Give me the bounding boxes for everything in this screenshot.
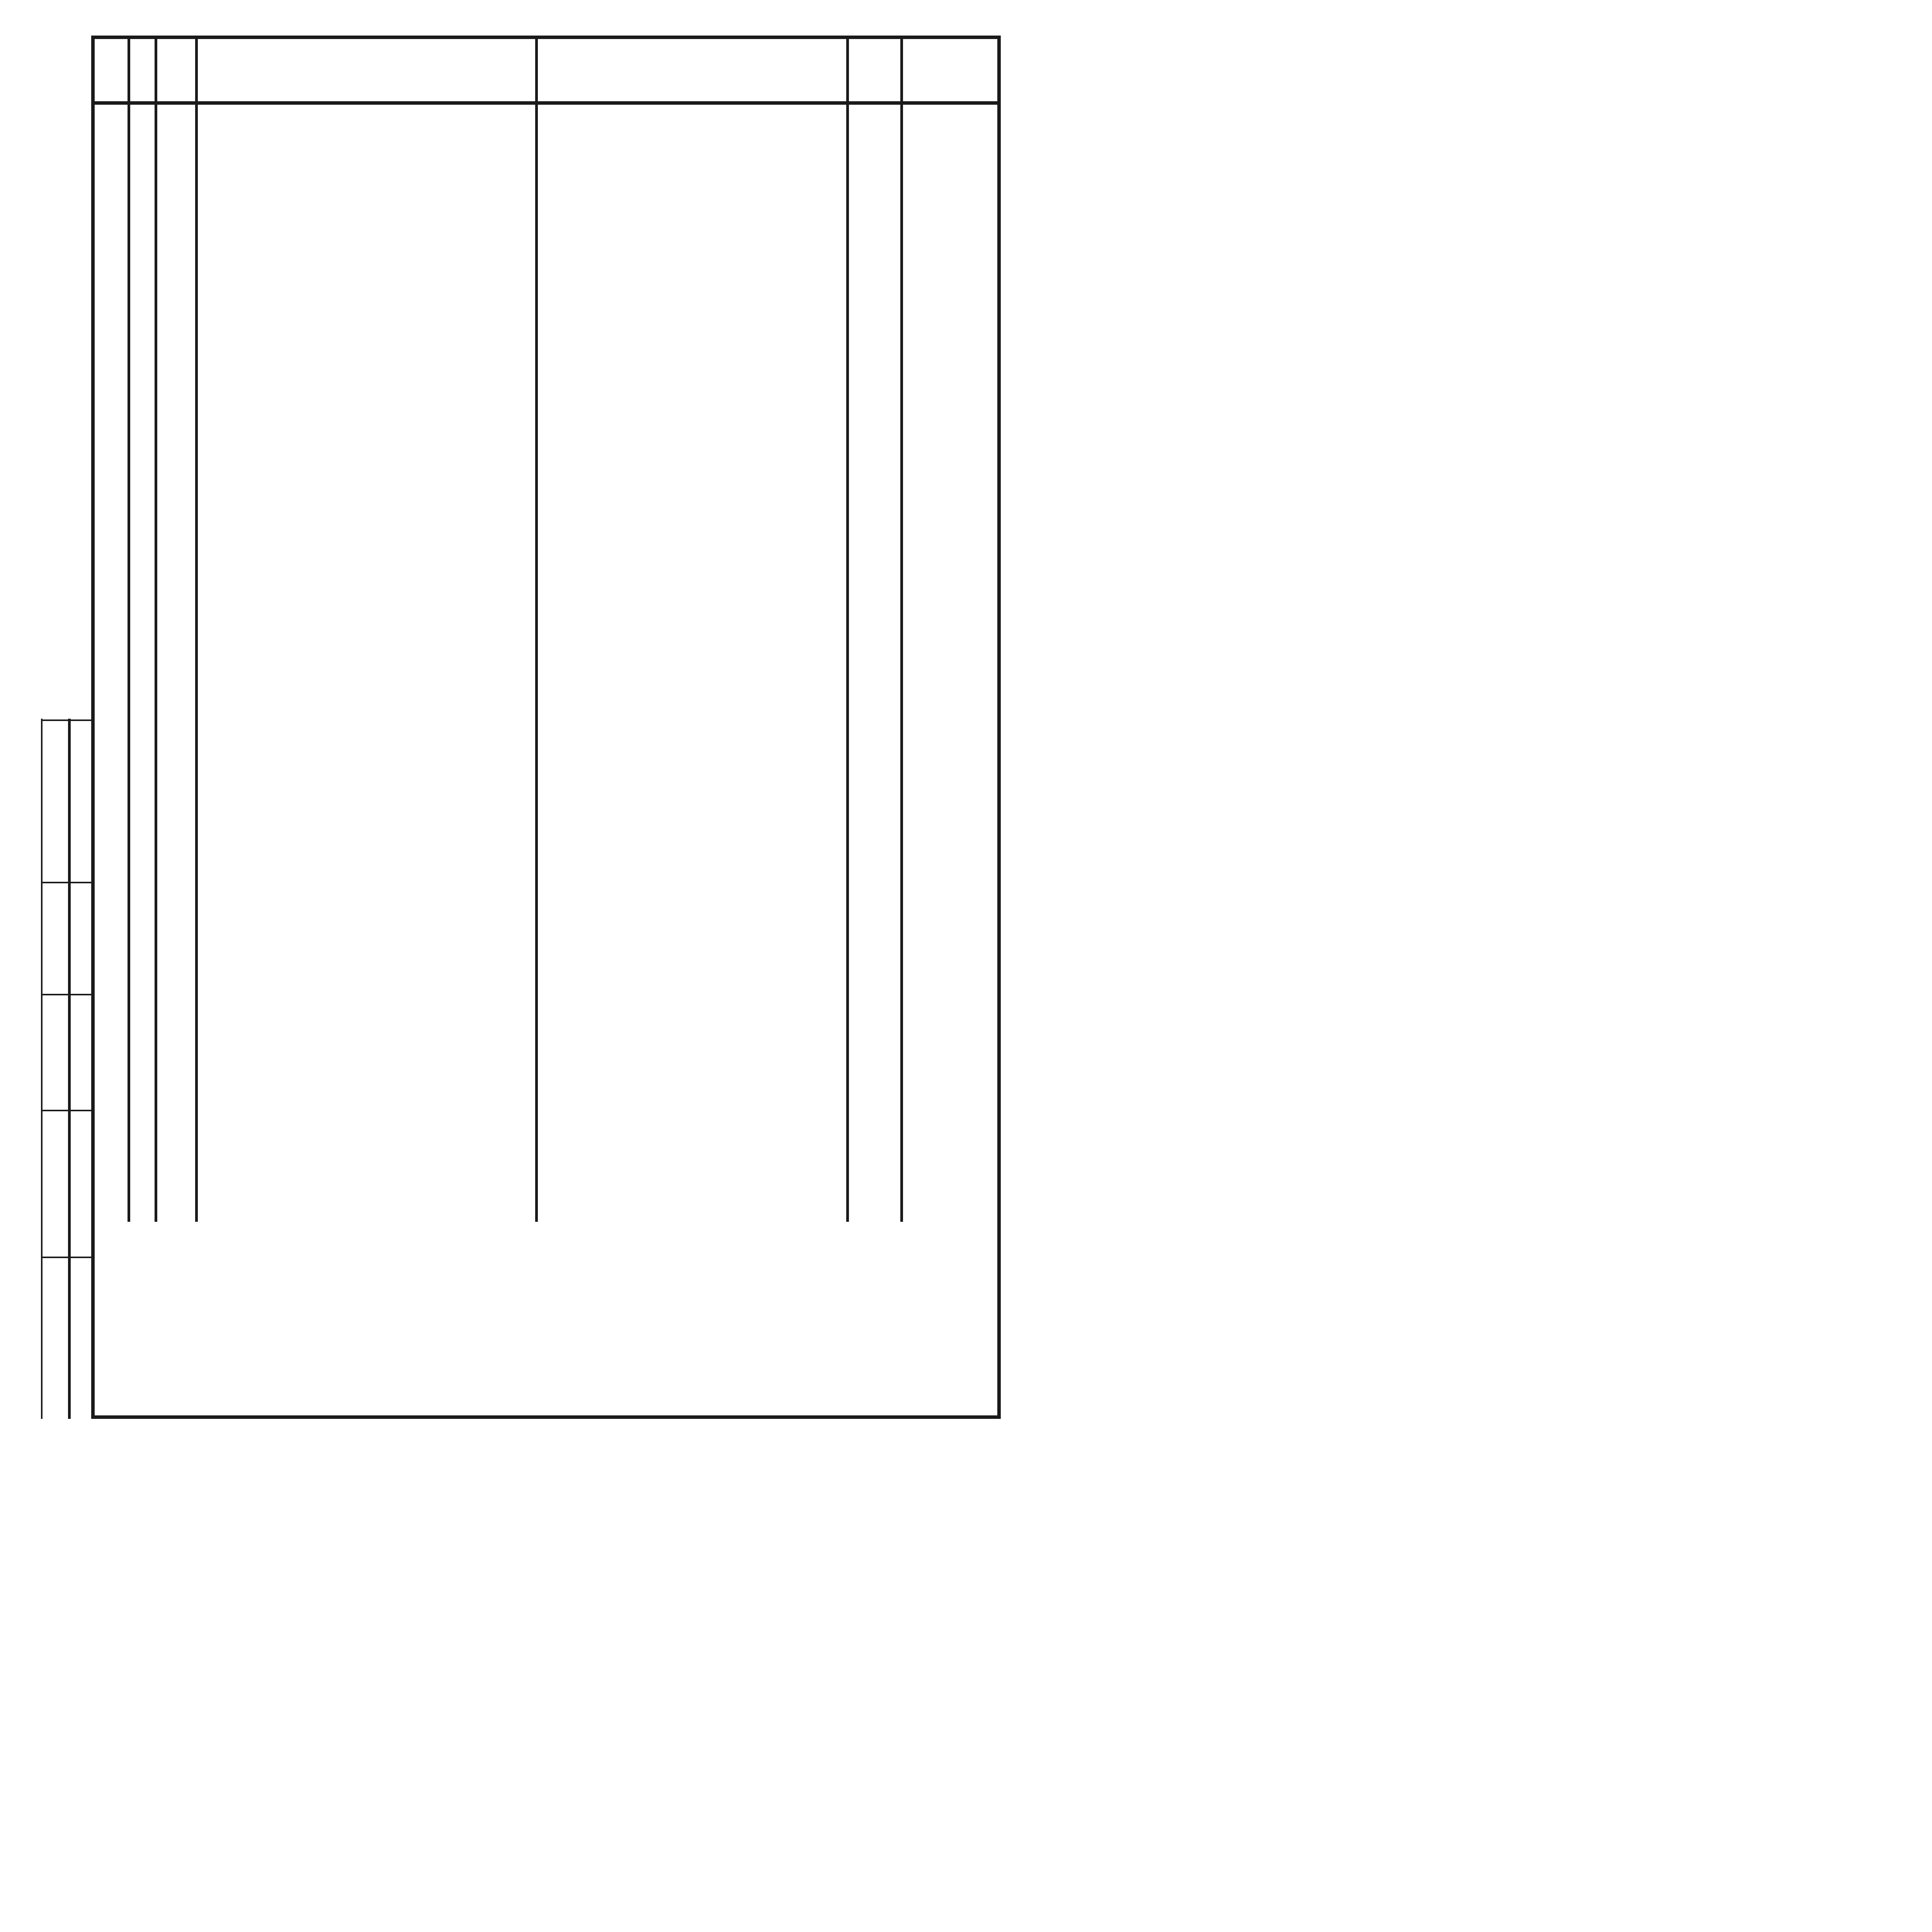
side-strip-divider <box>68 719 71 1419</box>
sheet-2-311m43-list-3 <box>1024 0 1932 1443</box>
side-strip-edge <box>41 719 43 1419</box>
sheet-frame <box>91 36 1001 1419</box>
side-strip-separator <box>41 719 91 721</box>
table-column-line <box>155 36 157 1222</box>
table-column-line <box>900 36 903 1222</box>
header-bottom-rule <box>91 101 1001 105</box>
table-column-line <box>535 36 538 1222</box>
side-strip-separator <box>41 882 91 883</box>
table-column-line <box>128 36 130 1222</box>
side-strip-separator <box>41 994 91 995</box>
sheet-4-barier-spec <box>1024 1444 1932 1932</box>
side-strip-separator <box>41 1110 91 1111</box>
table-column-line <box>195 36 198 1222</box>
table-column-line <box>846 36 849 1222</box>
sheet-1-stoika-spec <box>0 0 1024 1443</box>
sheet-3-311m43-list-2 <box>0 1444 1024 1932</box>
side-strip-separator <box>41 1257 91 1258</box>
